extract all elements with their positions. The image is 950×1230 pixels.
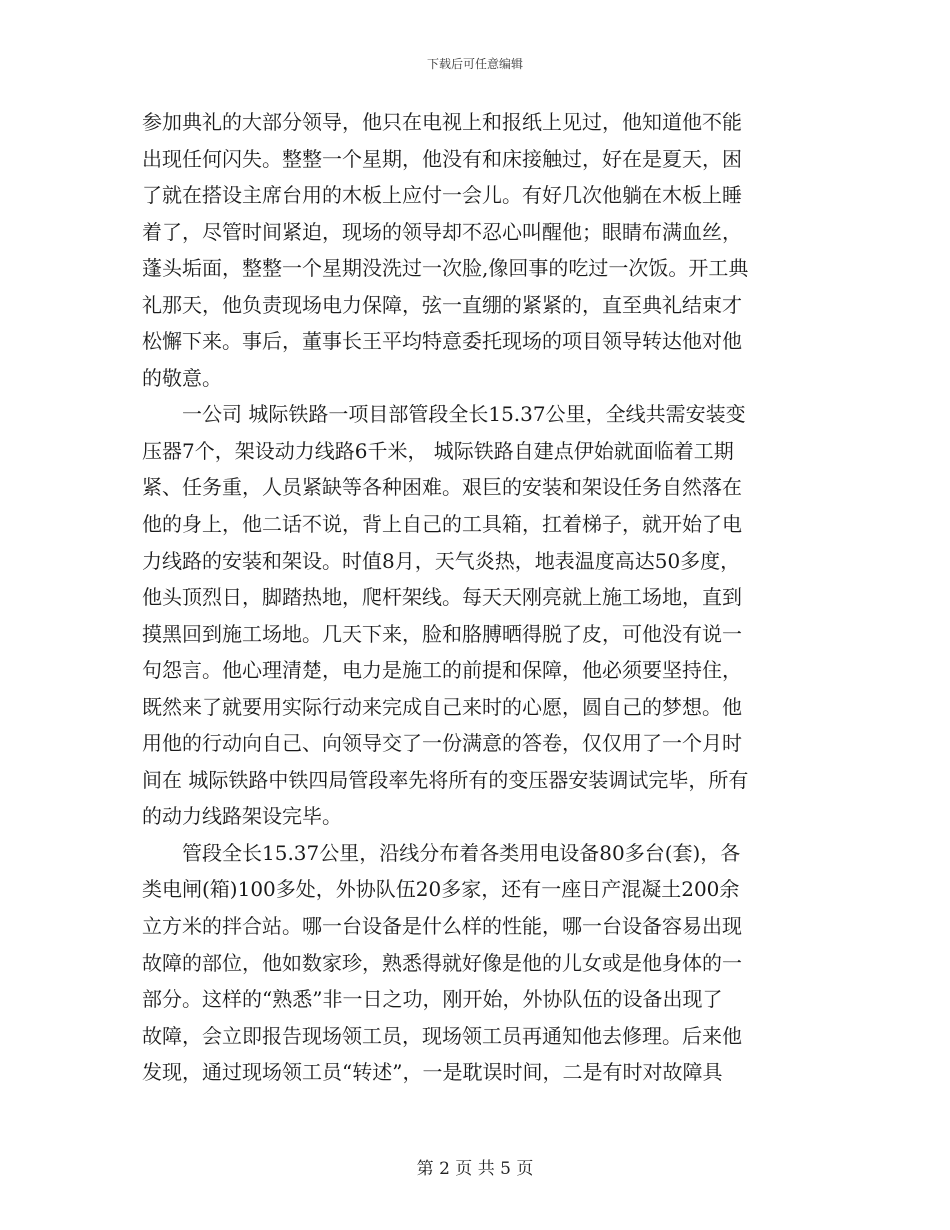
text-line: 摸黑回到施工场地。几天下来，脸和胳膊晒得脱了皮，可他没有说一: [142, 621, 742, 646]
text-line: 参加典礼的大部分领导，他只在电视上和报纸上见过，他知道他不能: [142, 110, 742, 134]
text-line: 故障，会立即报告现场领工员，现场领工员再通知他去修理。后来他: [142, 1023, 742, 1048]
text-line: 既然来了就要用实际行动来完成自己来时的心愿，圆自己的梦想。他: [142, 694, 742, 719]
text-line: 管段全长15.37公里，沿线分布着各类用电设备80多台(套)，各: [142, 840, 741, 865]
text-line: 句怨言。他心理清楚，电力是施工的前提和保障，他必须要坚持住，: [142, 658, 742, 683]
text-line: 压器7个，架设动力线路6千米， 城际铁路自建点伊始就面临着工期: [142, 438, 734, 463]
text-line: 力线路的安装和架设。时值8月，天气炎热，地表温度高达50多度，: [142, 548, 741, 573]
text-line: 的动力线路架设完毕。: [142, 804, 342, 829]
text-line: 类电闸(箱)100多处，外协队伍20多家，还有一座日产混凝土200余: [142, 877, 740, 902]
text-line: 着了，尽管时间紧迫，现场的领导却不忍心叫醒他；眼睛布满血丝，: [142, 219, 742, 244]
paragraph-3: [142, 835, 822, 1091]
text-line: 一公司 城际铁路一项目部管段全长15.37公里，全线共需安装变: [142, 402, 746, 427]
text-line: 发现，通过现场领工员“转述”，一是耽误时间，二是有时对故障具: [142, 1060, 723, 1085]
text-line: 了就在搭设主席台用的木板上应付一会儿。有好几次他躺在木板上睡: [142, 183, 742, 208]
text-line: 间在 城际铁路中铁四局管段率先将所有的变压器安装调试完毕，所有: [142, 767, 749, 792]
text-line: 蓬头垢面，整整一个星期没洗过一次脸,像回事的吃过一次饭。开工典: [142, 256, 749, 281]
text-line: 礼那天，他负责现场电力保障，弦一直绷的紧紧的，直至典礼结束才: [142, 292, 742, 317]
text-line: 的敬意。: [142, 365, 222, 390]
text-line: 部分。这样的“熟悉”非一日之功，刚开始，外协队伍的设备出现了: [142, 987, 723, 1012]
text-line: 用他的行动向自己、向领导交了一份满意的答卷，仅仅用了一个月时: [142, 731, 742, 756]
page-header: 下载后可任意编辑: [426, 57, 523, 71]
text-line: 他头顶烈日，脚踏热地，爬杆架线。每天天刚亮就上施工场地，直到: [142, 585, 742, 610]
text-line: 紧、任务重，人员紧缺等各种困难。艰巨的安装和架设任务自然落在: [142, 475, 742, 500]
document-body: [142, 104, 822, 1091]
page-number-footer: 第 2 页 共 5 页: [416, 1159, 534, 1179]
text-line: 松懈下来。事后，董事长王平均特意委托现场的项目领导转达他对他: [142, 329, 742, 354]
paragraph-2: [142, 396, 822, 835]
text-line: 出现任何闪失。整整一个星期，他没有和床接触过，好在是夏天，困: [142, 146, 742, 171]
text-line: 立方米的拌合站。哪一台设备是什么样的性能，哪一台设备容易出现: [142, 914, 742, 939]
text-line: 他的身上，他二话不说，背上自己的工具箱，扛着梯子，就开始了电: [142, 512, 742, 537]
text-line: 故障的部位，他如数家珍，熟悉得就好像是他的儿女或是他身体的一: [142, 950, 742, 975]
paragraph-1: [142, 104, 822, 396]
